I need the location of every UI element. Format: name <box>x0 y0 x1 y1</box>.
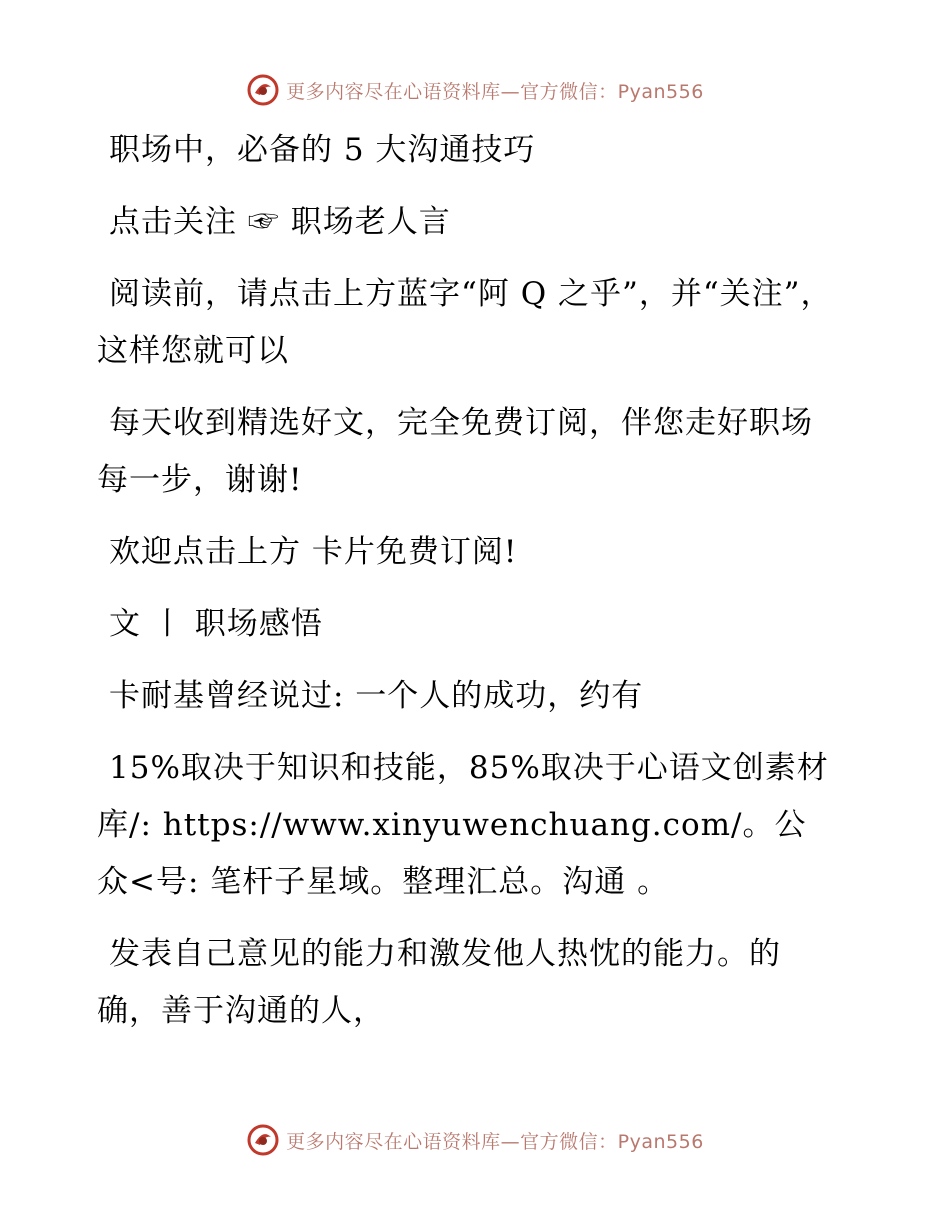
quote-paragraph: 卡耐基曾经说过: 一个人的成功，约有 <box>109 678 644 714</box>
footer-banner-text: 更多内容尽在心语资料库—官方微信：Pyan556 <box>286 1130 704 1153</box>
footer-watermark-banner <box>0 1120 950 1160</box>
header-banner-text: 更多内容尽在心语资料库—官方微信：Pyan556 <box>286 80 704 103</box>
header-watermark-banner <box>0 70 950 110</box>
welcome-paragraph: 欢迎点击上方 卡片免费订阅! <box>109 534 518 570</box>
document-body <box>97 122 837 1055</box>
swirl-logo-icon <box>246 1123 280 1157</box>
intro-paragraph: 阅读前，请点击上方蓝字“阿 Q 之乎”，并“关注”，这样您就可以 <box>97 276 833 369</box>
skills-paragraph: 15%取决于知识和技能，85%取决于心语文创素材库/: https://www.xinyuwenchuang.com/。公众<号: 笔杆子星域。整理汇总。沟通 。 <box>97 750 829 900</box>
follow-line: 点击关注 ☞ 职场老人言 <box>109 204 451 240</box>
swirl-logo-icon <box>246 73 280 107</box>
author-line: 文 丨 职场感悟 <box>109 606 323 642</box>
ability-paragraph: 发表自己意见的能力和激发他人热忱的能力。的确，善于沟通的人， <box>97 936 781 1029</box>
subscribe-paragraph: 每天收到精选好文，完全免费订阅，伴您走好职场每一步，谢谢! <box>97 405 813 498</box>
article-title: 职场中，必备的 5 大沟通技巧 <box>109 132 536 168</box>
